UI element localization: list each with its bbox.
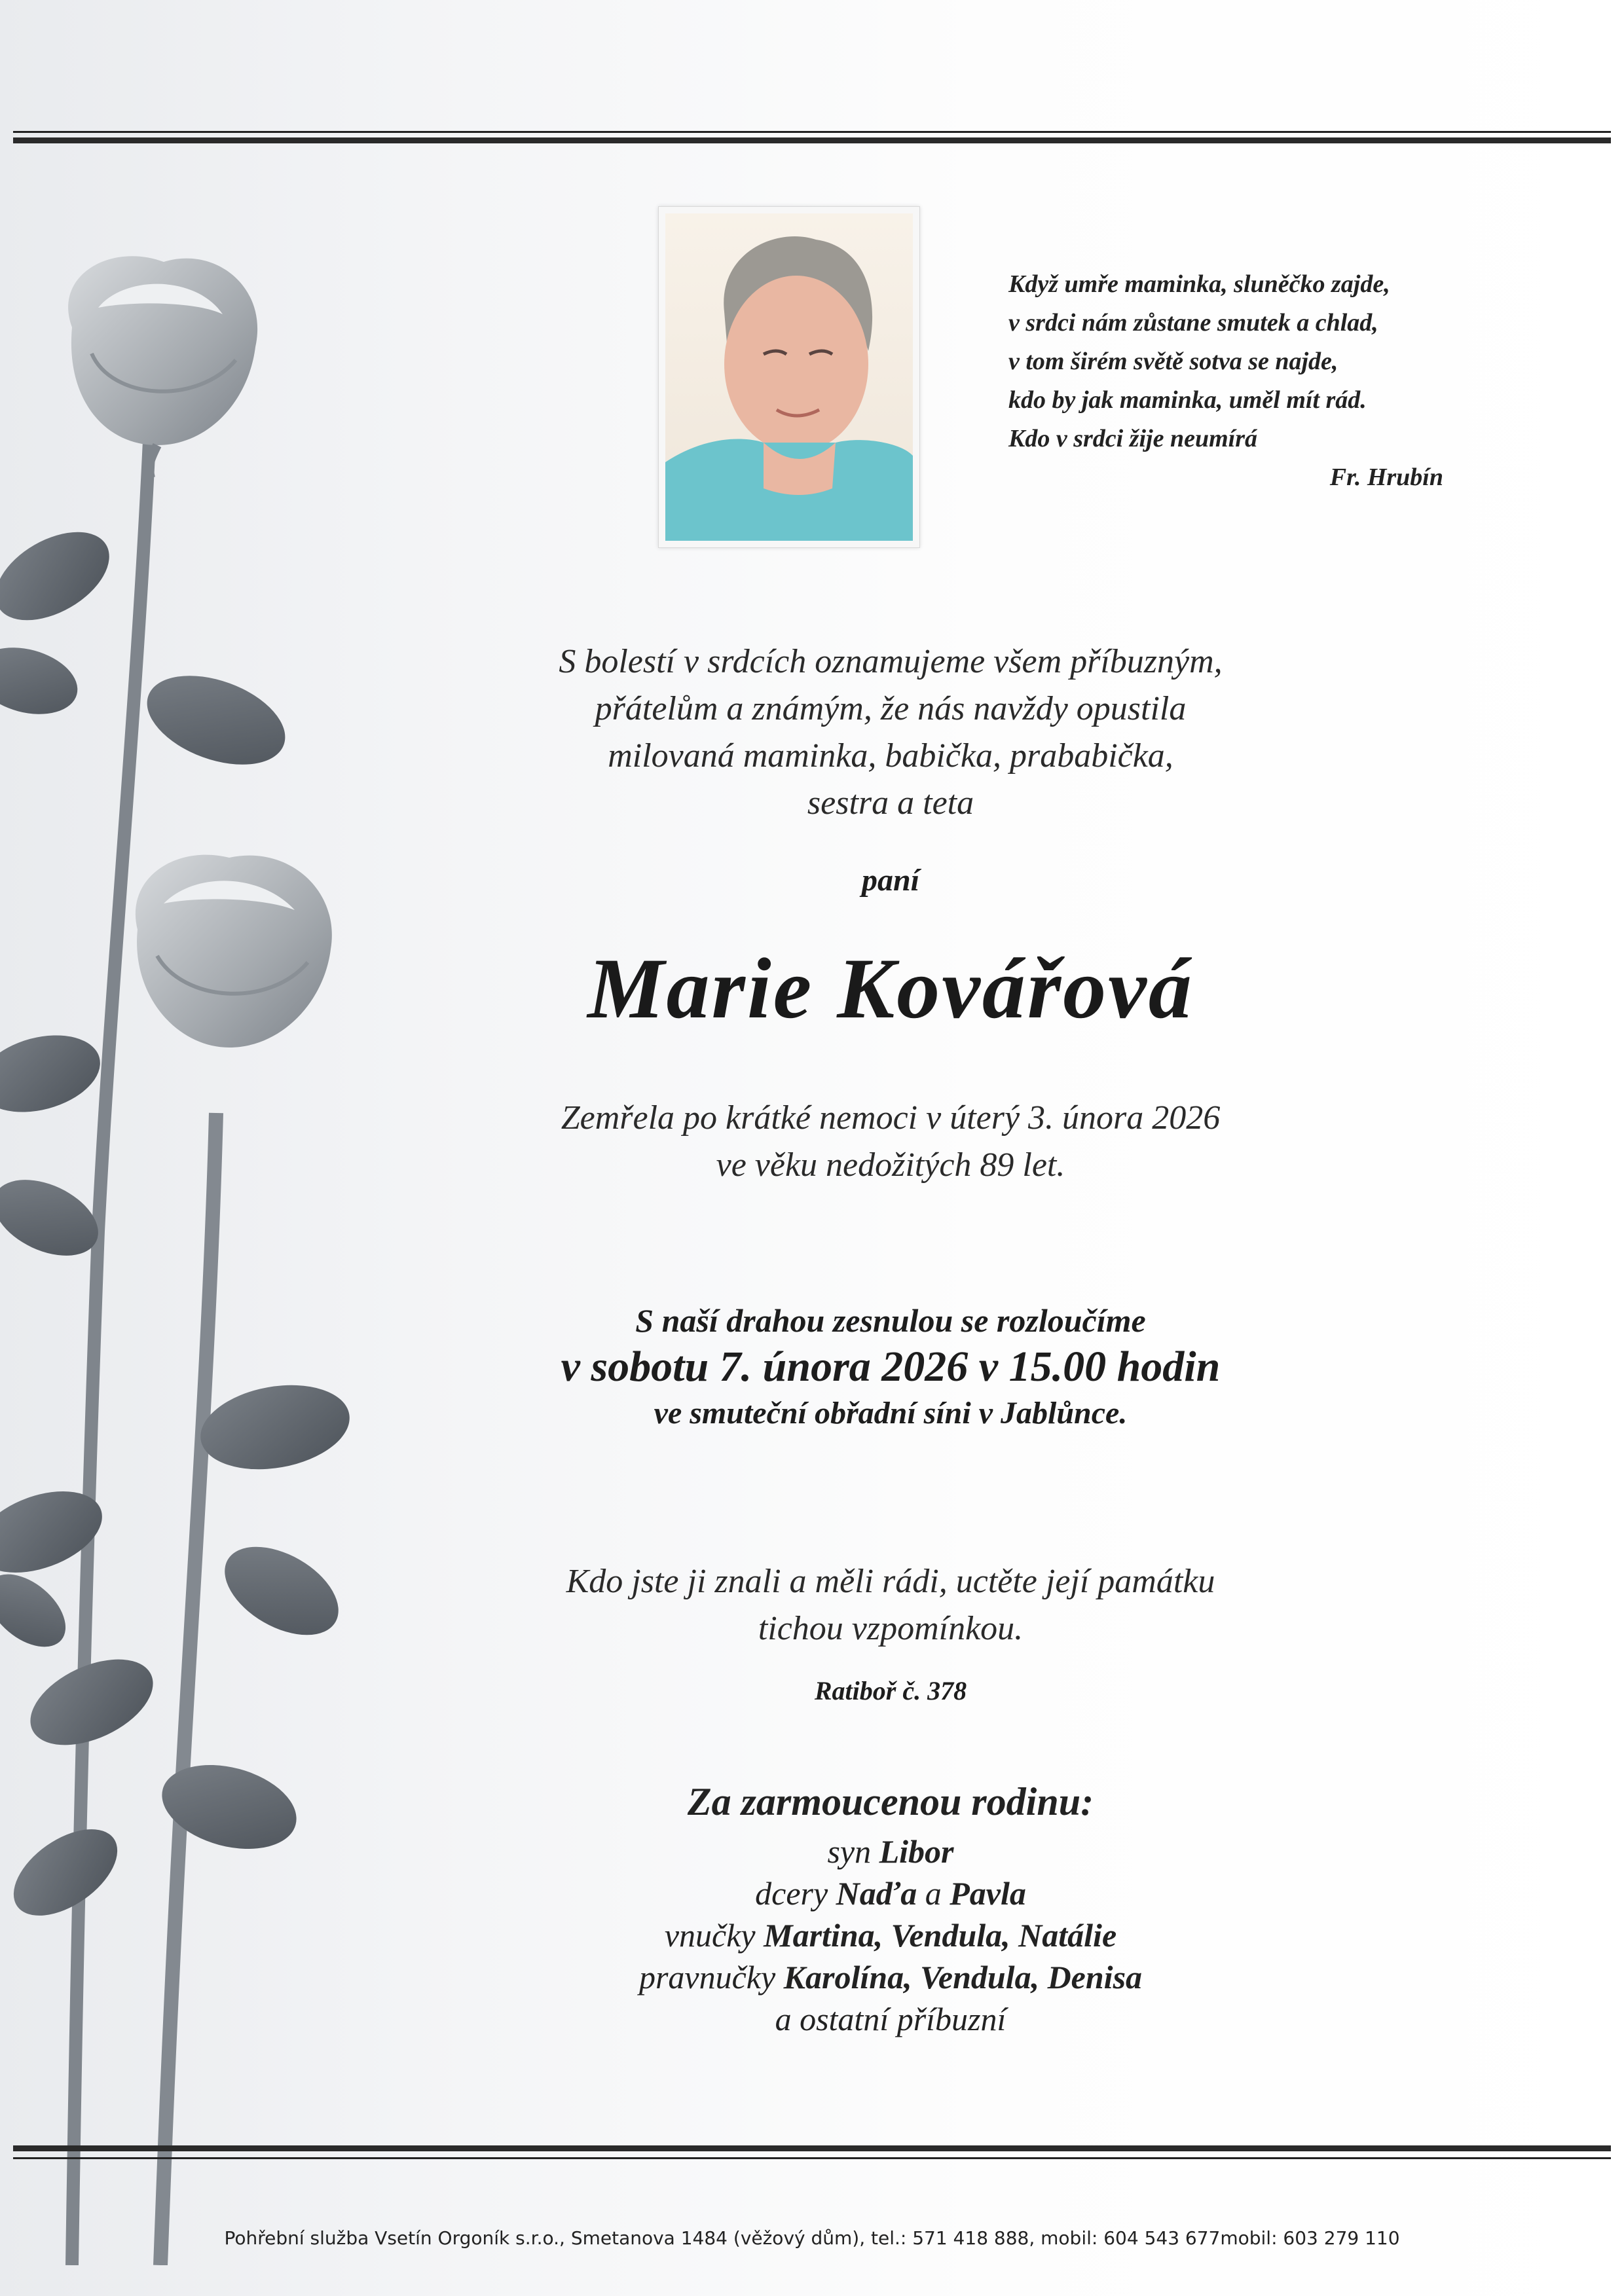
bottom-border-rule xyxy=(13,2145,1611,2160)
bottom-thin-line xyxy=(13,2157,1611,2159)
family-row xyxy=(367,1831,1414,1872)
ceremony-place: ve smuteční obřadní síni v Jablůnce. xyxy=(654,1396,1128,1430)
announcement-line: S bolestí v srdcích oznamujeme všem příbuzným, xyxy=(559,643,1223,680)
family-row xyxy=(367,1998,1414,2040)
family-address: Ratiboř č. 378 xyxy=(814,1676,967,1705)
family-names: Pavla xyxy=(950,1875,1026,1912)
death-info xyxy=(367,1095,1414,1189)
family-names: Libor xyxy=(879,1833,954,1870)
deceased-name: Marie Kovářová xyxy=(587,940,1194,1036)
family-row xyxy=(367,1914,1414,1956)
family-heading: Za zarmoucenou rodinu: xyxy=(687,1780,1094,1823)
rose-leaf xyxy=(0,514,124,638)
rose-leaf xyxy=(210,1529,354,1653)
announcement-text xyxy=(367,638,1414,827)
family-relation: dcery xyxy=(755,1875,828,1912)
portrait-image xyxy=(665,213,913,541)
poem-block xyxy=(1008,265,1467,497)
poem-line: v srdci nám zůstane smutek a chlad, xyxy=(1008,309,1378,337)
announcement-line: sestra a teta xyxy=(807,784,974,822)
remembrance-line: Kdo jste ji znali a měli rádi, uctěte její památku xyxy=(566,1563,1215,1600)
family-names: Martina, Vendula, Natálie xyxy=(764,1917,1117,1954)
rose-leaf xyxy=(135,659,297,782)
top-border-rule xyxy=(13,131,1611,144)
rose-leaf xyxy=(194,1374,356,1480)
family-row xyxy=(367,1956,1414,1998)
family-relation: pravnučky xyxy=(638,1959,776,1995)
rose-leaf xyxy=(0,1023,109,1124)
poem-author: Fr. Hrubín xyxy=(1329,464,1443,491)
rose-leaf xyxy=(17,1642,166,1762)
family-block xyxy=(367,1774,1414,2040)
family-names: Karolína, Vendula, Denisa xyxy=(783,1959,1143,1995)
family-names: Naďa xyxy=(836,1875,917,1912)
rose-stem-upper xyxy=(72,412,151,2265)
rose-leaf xyxy=(0,1812,132,1933)
family-relation: vnučky xyxy=(664,1917,756,1954)
rose-leaf xyxy=(0,1560,79,1661)
announcement-line: přátelům a známým, že nás navždy opustila xyxy=(595,690,1187,727)
bottom-thick-line xyxy=(13,2145,1611,2151)
portrait-photo xyxy=(658,206,920,548)
top-thick-line xyxy=(13,137,1611,143)
poem-line: Kdo v srdci žije neumírá xyxy=(1008,425,1258,452)
family-relation: a ostatní příbuzní xyxy=(775,2001,1006,2037)
death-line: Zemřela po krátké nemoci v úterý 3. února 2026 xyxy=(561,1099,1221,1137)
poem-line: v tom širém světě sotva se najde, xyxy=(1008,348,1338,375)
family-joiner: a xyxy=(925,1875,942,1912)
remembrance-line: tichou vzpomínkou. xyxy=(758,1610,1024,1647)
death-line: ve věku nedožitých 89 let. xyxy=(716,1146,1065,1184)
family-relation: syn xyxy=(827,1833,872,1870)
announcement-line: milovaná maminka, babička, prababička, xyxy=(608,737,1173,774)
rose-leaf xyxy=(0,637,85,725)
rose-stem-lower xyxy=(160,1113,216,2265)
funeral-service-footer: Pohřební služba Vsetín Orgoník s.r.o., Smetanova 1484 (věžový dům), tel.: 571 418 888, mobil: 604 543 677mobil: 603 279 110 xyxy=(224,2227,1400,2249)
rose-decoration xyxy=(0,249,367,2265)
ceremony-datetime: v sobotu 7. února 2026 v 15.00 hodin xyxy=(561,1343,1221,1391)
remembrance-text xyxy=(367,1558,1414,1652)
family-row xyxy=(367,1872,1414,1914)
ceremony-intro: S naší drahou zesnulou se rozloučíme xyxy=(635,1302,1146,1339)
top-thin-line xyxy=(13,131,1611,133)
ceremony-info xyxy=(367,1300,1414,1434)
rose-flower-upper xyxy=(68,256,257,478)
poem-line: Když umře maminka, sluněčko zajde, xyxy=(1008,270,1390,298)
poem-line: kdo by jak maminka, uměl mít rád. xyxy=(1008,386,1367,414)
rose-flower-lower xyxy=(136,855,332,1048)
honorific: paní xyxy=(861,863,920,898)
rose-leaf xyxy=(0,1476,113,1588)
